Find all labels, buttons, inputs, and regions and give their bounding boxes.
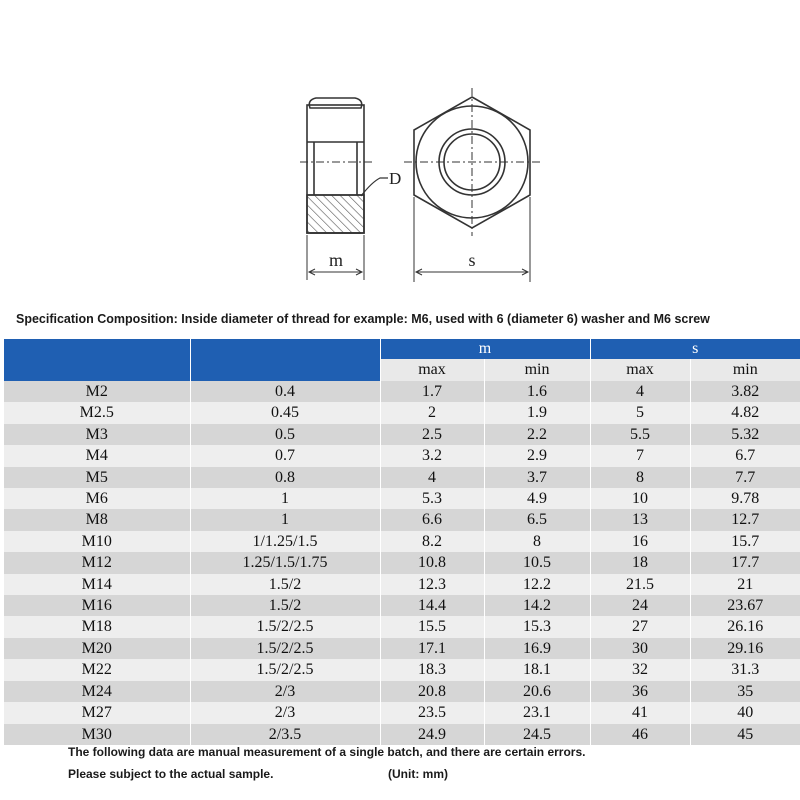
table-row xyxy=(4,488,800,509)
cell-pitch: 2/3.5 xyxy=(190,724,380,745)
thread-diameter-leader xyxy=(361,178,388,196)
cell-s-min: 3.82 xyxy=(690,381,800,402)
cell-m-min: 18.1 xyxy=(484,659,590,680)
table-row xyxy=(4,616,800,637)
cell-m-min: 16.9 xyxy=(484,638,590,659)
cell-s-max: 10 xyxy=(590,488,690,509)
table-row xyxy=(4,724,800,745)
note-measurement: The following data are manual measurement of a single batch, and there are certain errors. xyxy=(68,745,586,759)
cell-s-max: 41 xyxy=(590,702,690,723)
cell-s-max: 5.5 xyxy=(590,424,690,445)
cell-m-min: 1.6 xyxy=(484,381,590,402)
cell-s-max: 16 xyxy=(590,531,690,552)
cell-size: M18 xyxy=(4,616,190,637)
cell-s-max: 30 xyxy=(590,638,690,659)
cell-m-max: 18.3 xyxy=(380,659,484,680)
cell-m-max: 8.2 xyxy=(380,531,484,552)
table-row xyxy=(4,531,800,552)
cell-m-max: 4 xyxy=(380,467,484,488)
cell-pitch: 1.5/2/2.5 xyxy=(190,659,380,680)
cell-s-max: 13 xyxy=(590,509,690,530)
cell-m-min: 4.9 xyxy=(484,488,590,509)
cell-s-min: 23.67 xyxy=(690,595,800,616)
table-subheader-row xyxy=(4,359,800,381)
cell-size: M12 xyxy=(4,552,190,573)
cell-m-max: 5.3 xyxy=(380,488,484,509)
cell-s-min: 21 xyxy=(690,574,800,595)
cell-s-max: 46 xyxy=(590,724,690,745)
cell-pitch: 0.4 xyxy=(190,381,380,402)
cell-m-max: 10.8 xyxy=(380,552,484,573)
cell-size: M10 xyxy=(4,531,190,552)
cell-s-min: 5.32 xyxy=(690,424,800,445)
dim-label-m: m xyxy=(328,250,344,270)
cell-size: M4 xyxy=(4,445,190,466)
cell-m-min: 24.5 xyxy=(484,724,590,745)
cell-m-max: 14.4 xyxy=(380,595,484,616)
cell-size: M6 xyxy=(4,488,190,509)
cell-s-max: 32 xyxy=(590,659,690,680)
table-row xyxy=(4,424,800,445)
cell-pitch: 2/3 xyxy=(190,681,380,702)
subheader-s-max: max xyxy=(590,359,690,381)
table-row xyxy=(4,509,800,530)
cell-m-min: 8 xyxy=(484,531,590,552)
table-header-group-row xyxy=(4,339,800,359)
cell-size: M3 xyxy=(4,424,190,445)
cell-s-max: 8 xyxy=(590,467,690,488)
cell-m-min: 1.9 xyxy=(484,402,590,423)
header-group-s: s xyxy=(590,339,800,359)
cell-pitch: 0.7 xyxy=(190,445,380,466)
cell-pitch: 1.5/2 xyxy=(190,595,380,616)
dim-label-d: D xyxy=(389,169,402,188)
subheader-m-min: min xyxy=(484,359,590,381)
cell-size: M8 xyxy=(4,509,190,530)
cell-s-max: 21.5 xyxy=(590,574,690,595)
table-row xyxy=(4,552,800,573)
cell-m-min: 12.2 xyxy=(484,574,590,595)
cell-m-max: 2 xyxy=(380,402,484,423)
cell-pitch: 1.5/2/2.5 xyxy=(190,638,380,659)
table-row xyxy=(4,659,800,680)
table-row xyxy=(4,595,800,616)
header-blank-cell xyxy=(190,359,380,381)
cell-m-max: 2.5 xyxy=(380,424,484,445)
cell-m-min: 23.1 xyxy=(484,702,590,723)
cell-pitch: 2/3 xyxy=(190,702,380,723)
cell-s-min: 31.3 xyxy=(690,659,800,680)
cell-s-max: 5 xyxy=(590,402,690,423)
cell-s-max: 36 xyxy=(590,681,690,702)
cell-m-max: 24.9 xyxy=(380,724,484,745)
cell-pitch: 1 xyxy=(190,509,380,530)
cell-s-min: 15.7 xyxy=(690,531,800,552)
cell-m-max: 20.8 xyxy=(380,681,484,702)
cell-s-min: 17.7 xyxy=(690,552,800,573)
cell-m-max: 12.3 xyxy=(380,574,484,595)
table-row xyxy=(4,638,800,659)
cell-m-max: 17.1 xyxy=(380,638,484,659)
table-body xyxy=(4,381,800,745)
cell-size: M16 xyxy=(4,595,190,616)
header-blank-cell xyxy=(4,339,190,359)
cell-s-min: 35 xyxy=(690,681,800,702)
cell-m-min: 3.7 xyxy=(484,467,590,488)
cell-pitch: 0.45 xyxy=(190,402,380,423)
table-row xyxy=(4,445,800,466)
cell-s-max: 4 xyxy=(590,381,690,402)
cell-pitch: 1.25/1.5/1.75 xyxy=(190,552,380,573)
cell-size: M2.5 xyxy=(4,402,190,423)
cell-size: M22 xyxy=(4,659,190,680)
header-blank-cell xyxy=(190,339,380,359)
cell-s-min: 7.7 xyxy=(690,467,800,488)
unit-label: (Unit: mm) xyxy=(388,767,448,781)
table-row xyxy=(4,702,800,723)
cell-m-max: 6.6 xyxy=(380,509,484,530)
table-row xyxy=(4,402,800,423)
cell-m-max: 23.5 xyxy=(380,702,484,723)
subheader-s-min: min xyxy=(690,359,800,381)
cell-m-min: 20.6 xyxy=(484,681,590,702)
cell-s-max: 27 xyxy=(590,616,690,637)
cell-s-max: 24 xyxy=(590,595,690,616)
table-row xyxy=(4,381,800,402)
cell-m-max: 1.7 xyxy=(380,381,484,402)
cell-size: M14 xyxy=(4,574,190,595)
cell-s-min: 6.7 xyxy=(690,445,800,466)
subheader-m-max: max xyxy=(380,359,484,381)
spec-caption: Specification Composition: Inside diameter of thread for example: M6, used with 6 (diameter 6) washer and M6 screw xyxy=(16,312,710,326)
cell-m-min: 2.2 xyxy=(484,424,590,445)
note-sample: Please subject to the actual sample. xyxy=(68,767,274,781)
cell-size: M20 xyxy=(4,638,190,659)
spec-table xyxy=(4,339,800,745)
cell-size: M24 xyxy=(4,681,190,702)
header-group-m: m xyxy=(380,339,590,359)
cell-m-min: 10.5 xyxy=(484,552,590,573)
dim-label-s: s xyxy=(468,250,476,270)
table-row xyxy=(4,467,800,488)
cell-pitch: 0.8 xyxy=(190,467,380,488)
cell-m-min: 14.2 xyxy=(484,595,590,616)
cell-s-min: 40 xyxy=(690,702,800,723)
cell-m-min: 15.3 xyxy=(484,616,590,637)
table-row xyxy=(4,574,800,595)
cell-s-max: 7 xyxy=(590,445,690,466)
cell-s-min: 12.7 xyxy=(690,509,800,530)
cell-m-min: 2.9 xyxy=(484,445,590,466)
cell-pitch: 0.5 xyxy=(190,424,380,445)
header-blank-cell xyxy=(4,359,190,381)
cell-m-max: 15.5 xyxy=(380,616,484,637)
cell-s-min: 29.16 xyxy=(690,638,800,659)
cell-size: M30 xyxy=(4,724,190,745)
cell-size: M5 xyxy=(4,467,190,488)
cell-s-min: 9.78 xyxy=(690,488,800,509)
cell-pitch: 1 xyxy=(190,488,380,509)
cell-size: M27 xyxy=(4,702,190,723)
hex-nut-drawing xyxy=(0,0,800,300)
cell-pitch: 1.5/2/2.5 xyxy=(190,616,380,637)
cell-m-max: 3.2 xyxy=(380,445,484,466)
cell-s-min: 26.16 xyxy=(690,616,800,637)
cell-s-min: 4.82 xyxy=(690,402,800,423)
cell-pitch: 1/1.25/1.5 xyxy=(190,531,380,552)
cell-s-max: 18 xyxy=(590,552,690,573)
cell-pitch: 1.5/2 xyxy=(190,574,380,595)
cell-m-min: 6.5 xyxy=(484,509,590,530)
cell-size: M2 xyxy=(4,381,190,402)
table-row xyxy=(4,681,800,702)
cell-s-min: 45 xyxy=(690,724,800,745)
